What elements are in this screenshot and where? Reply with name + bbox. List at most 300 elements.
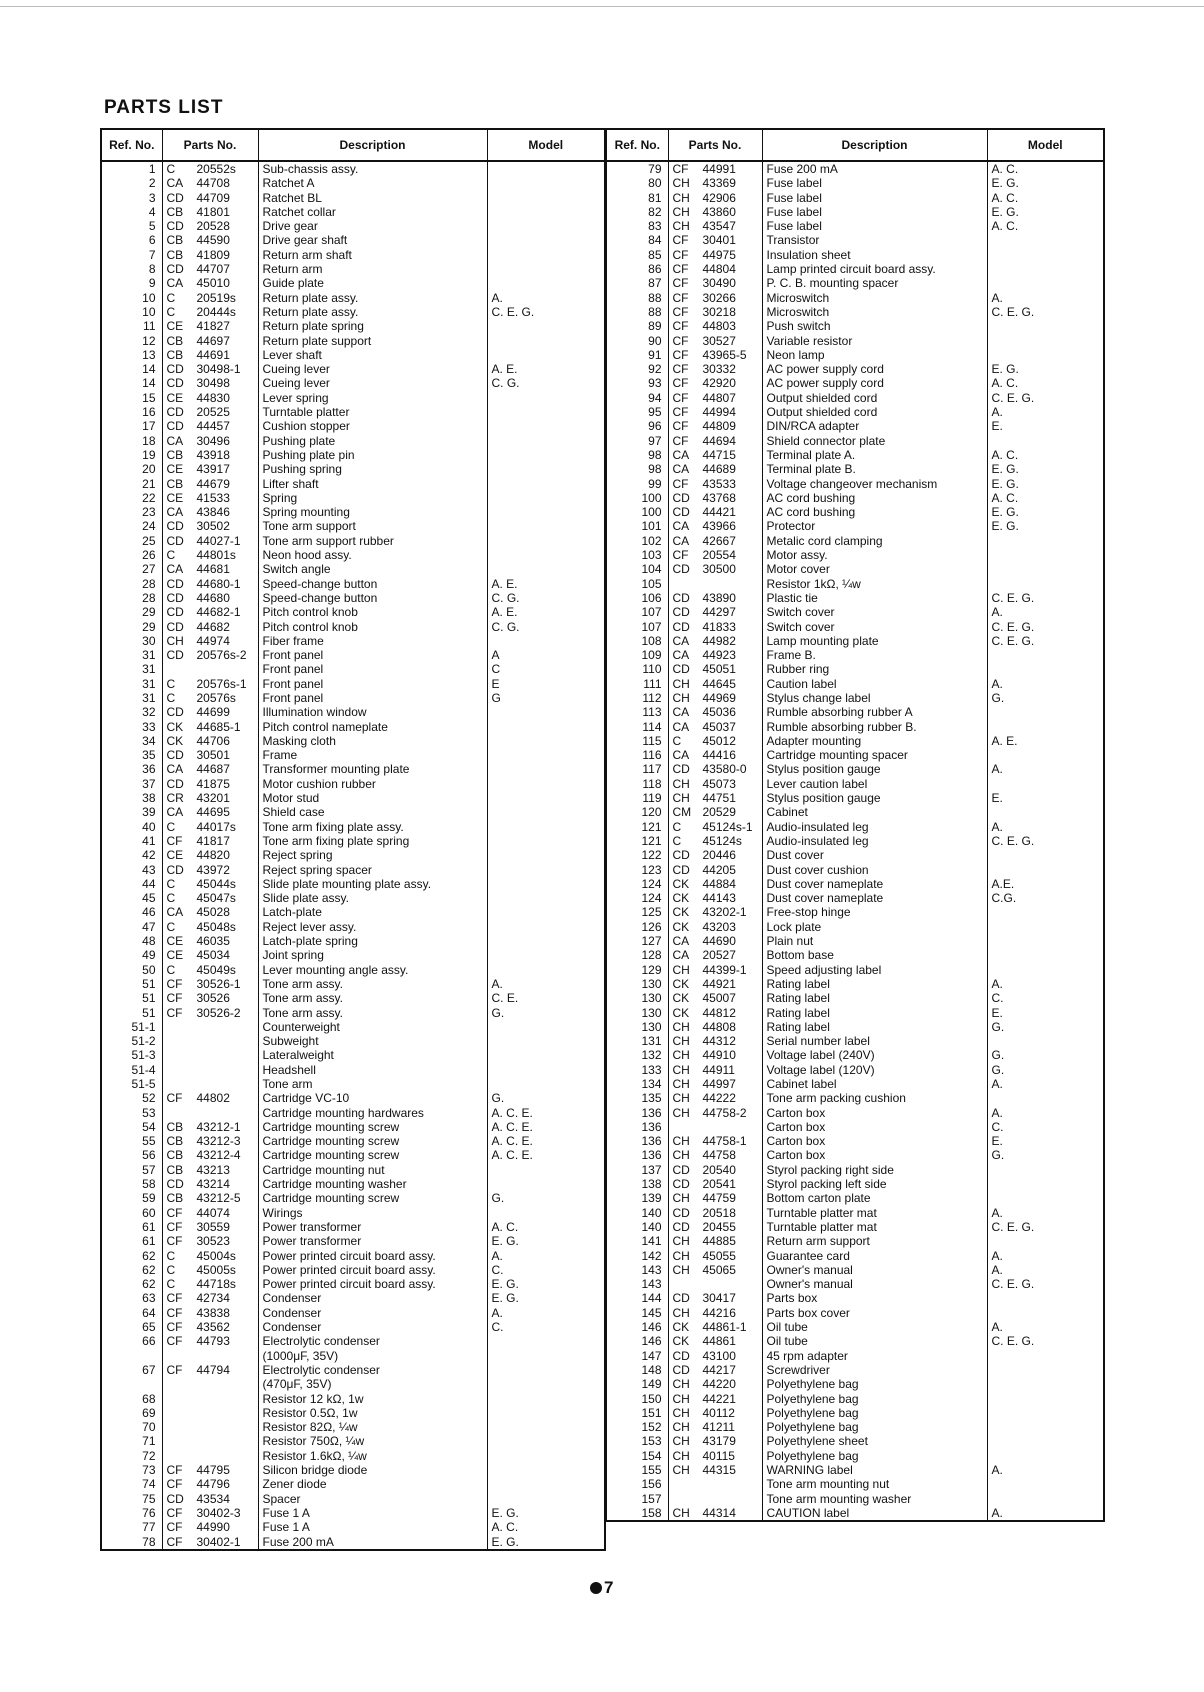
description: Lifter shaft (258, 477, 487, 491)
parts-prefix: CK (672, 905, 690, 920)
parts-prefix: CK (166, 733, 184, 748)
model: E. G. (491, 1234, 519, 1249)
parts-no (162, 319, 258, 333)
ref-no: 123 (606, 863, 668, 877)
description: Switch angle (258, 562, 487, 576)
table-row (101, 1377, 605, 1391)
model (487, 1334, 605, 1348)
model: A. C. E. (491, 1105, 533, 1120)
ref-no: 79 (606, 161, 668, 176)
ref-no: 93 (606, 376, 668, 390)
description: Pitch control knob (258, 620, 487, 634)
parts-prefix: C (166, 819, 176, 834)
parts-prefix: CF (672, 548, 689, 563)
description: Resistor 0.5Ω, 1w (258, 1406, 487, 1420)
model (487, 1363, 605, 1377)
parts-no (668, 1106, 762, 1120)
model (487, 934, 605, 948)
description: Dust cover cushion (762, 863, 987, 877)
parts-no (162, 1249, 258, 1263)
ref-no: 52 (101, 1091, 162, 1105)
ref-no: 55 (101, 1134, 162, 1148)
model (987, 1349, 1104, 1363)
table-row (606, 1177, 1104, 1191)
model (987, 777, 1104, 791)
table-row (606, 491, 1104, 505)
description: Owner's manual (762, 1277, 987, 1291)
table-row (101, 1063, 605, 1077)
parts-no (668, 1320, 762, 1334)
model: G. (491, 1191, 505, 1206)
table-row (101, 348, 605, 362)
parts-no (668, 448, 762, 462)
description: Shield connector plate (762, 434, 987, 448)
table-row (606, 248, 1104, 262)
parts-no (162, 1120, 258, 1134)
description: Voltage label (120V) (762, 1063, 987, 1077)
header-model: Model (987, 129, 1104, 161)
ref-no: 30 (101, 634, 162, 648)
parts-prefix: CF (166, 1091, 183, 1106)
parts-prefix: CA (672, 705, 690, 720)
parts-number: 44399-1 (702, 962, 747, 977)
model (987, 1291, 1104, 1305)
parts-prefix: CH (672, 1134, 690, 1149)
parts-prefix: CD (672, 1362, 690, 1377)
description: Return plate assy. (258, 305, 487, 319)
parts-number: 44802 (196, 1091, 230, 1106)
table-row (101, 319, 605, 333)
parts-number: 45012 (702, 733, 736, 748)
parts-number: 45028 (196, 905, 230, 920)
parts-prefix: CF (672, 419, 689, 434)
header-desc: Description (762, 129, 987, 161)
parts-no (668, 1377, 762, 1391)
ref-no: 127 (606, 934, 668, 948)
parts-prefix: C (166, 1262, 176, 1277)
parts-prefix: CB (166, 1119, 184, 1134)
table-row (606, 891, 1104, 905)
parts-number: 44969 (702, 690, 736, 705)
model: A. (491, 1248, 503, 1263)
model (987, 562, 1104, 576)
parts-number: 44982 (702, 633, 736, 648)
description: Return plate spring (258, 319, 487, 333)
ref-no: 53 (101, 1106, 162, 1120)
ref-no: 40 (101, 820, 162, 834)
model (987, 1377, 1104, 1391)
parts-no (162, 662, 258, 676)
table-row (101, 1306, 605, 1320)
description: Subweight (258, 1034, 487, 1048)
model (987, 1492, 1104, 1506)
ref-no: 59 (101, 1191, 162, 1205)
description: Output shielded cord (762, 405, 987, 419)
parts-number: 41801 (196, 204, 230, 219)
ref-no: 111 (606, 677, 668, 691)
parts-no (668, 1263, 762, 1277)
ref-no: 15 (101, 391, 162, 405)
table-row (101, 791, 605, 805)
parts-number: 44315 (702, 1463, 736, 1478)
ref-no: 91 (606, 348, 668, 362)
table-row (101, 1163, 605, 1177)
ref-no: 121 (606, 820, 668, 834)
parts-number: 44884 (702, 876, 736, 891)
ref-no: 13 (101, 348, 162, 362)
parts-prefix: C (166, 919, 176, 934)
parts-prefix: CD (166, 576, 184, 591)
table-row (101, 1020, 605, 1034)
description: Resistor 12 kΩ, 1w (258, 1392, 487, 1406)
parts-number: 44812 (702, 1005, 736, 1020)
parts-no (162, 877, 258, 891)
table-row (606, 1463, 1104, 1477)
parts-no (162, 1520, 258, 1534)
description: Insulation sheet (762, 248, 987, 262)
ref-no: 54 (101, 1120, 162, 1134)
table-row (606, 662, 1104, 676)
header-model: Model (487, 129, 605, 161)
ref-no: 106 (606, 591, 668, 605)
parts-no (162, 934, 258, 948)
table-row (606, 1291, 1104, 1305)
ref-no: 143 (606, 1277, 668, 1291)
description: Condenser (258, 1306, 487, 1320)
model: A. (991, 405, 1003, 420)
description: Oil tube (762, 1334, 987, 1348)
parts-no (162, 1163, 258, 1177)
parts-no (668, 1277, 762, 1291)
parts-prefix: CH (672, 1391, 690, 1406)
parts-no (668, 905, 762, 919)
description: Condenser (258, 1291, 487, 1305)
ref-no: 147 (606, 1349, 668, 1363)
parts-prefix: CD (166, 190, 184, 205)
parts-no (162, 419, 258, 433)
parts-no (668, 1063, 762, 1077)
ref-no: 145 (606, 1306, 668, 1320)
model (487, 1063, 605, 1077)
ref-no: 88 (606, 305, 668, 319)
parts-number: 20541 (702, 1177, 736, 1192)
parts-number: 30490 (702, 276, 736, 291)
parts-number: 44910 (702, 1048, 736, 1063)
parts-no (668, 1392, 762, 1406)
parts-no (668, 248, 762, 262)
parts-number: 41817 (196, 833, 230, 848)
parts-number: 44796 (196, 1477, 230, 1492)
parts-prefix: CH (672, 1463, 690, 1478)
header-parts: Parts No. (668, 129, 762, 161)
parts-prefix: CH (672, 1248, 690, 1263)
parts-prefix: CH (672, 190, 690, 205)
table-row (606, 691, 1104, 705)
ref-no: 9 (101, 276, 162, 290)
description: Cartridge mounting screw (258, 1134, 487, 1148)
ref-no: 14 (101, 362, 162, 376)
parts-number: 43965-5 (702, 347, 747, 362)
description: Wirings (258, 1206, 487, 1220)
header-ref: Ref. No. (606, 129, 668, 161)
table-row (101, 276, 605, 290)
description: Terminal plate A. (762, 448, 987, 462)
parts-no (162, 1334, 258, 1348)
parts-no (162, 891, 258, 905)
parts-number: 30401 (702, 233, 736, 248)
description: Dust cover (762, 848, 987, 862)
parts-prefix: CD (166, 705, 184, 720)
model (487, 1377, 605, 1391)
table-row (606, 1206, 1104, 1220)
table-row (606, 734, 1104, 748)
model (487, 891, 605, 905)
parts-no (162, 1477, 258, 1491)
header-desc: Description (258, 129, 487, 161)
model (987, 920, 1104, 934)
parts-prefix: CF (672, 362, 689, 377)
ref-no: 157 (606, 1492, 668, 1506)
description: Plain nut (762, 934, 987, 948)
ref-no: 107 (606, 620, 668, 634)
description: Audio-insulated leg (762, 820, 987, 834)
parts-number: 20518 (702, 1205, 736, 1220)
parts-no (162, 1034, 258, 1048)
description: Carton box (762, 1106, 987, 1120)
table-row (606, 934, 1104, 948)
table-row (101, 1106, 605, 1120)
parts-prefix: CE (166, 490, 184, 505)
parts-number: 44590 (196, 233, 230, 248)
table-row (606, 505, 1104, 519)
parts-number: 43201 (196, 791, 230, 806)
parts-number: 45037 (702, 719, 736, 734)
parts-no (668, 1349, 762, 1363)
parts-no (668, 1177, 762, 1191)
parts-no (162, 705, 258, 719)
parts-no (162, 1220, 258, 1234)
parts-prefix: CE (166, 934, 184, 949)
table-row (606, 176, 1104, 190)
parts-number: 44793 (196, 1334, 230, 1349)
parts-no (162, 591, 258, 605)
parts-number: 44027-1 (196, 533, 241, 548)
table-row (101, 1134, 605, 1148)
ref-no: 65 (101, 1320, 162, 1334)
parts-no (162, 305, 258, 319)
parts-number: 43547 (702, 219, 736, 234)
ref-no: 129 (606, 963, 668, 977)
model (487, 405, 605, 419)
parts-number: 30523 (196, 1234, 230, 1249)
table-row (101, 1177, 605, 1191)
parts-number: 20576s-2 (196, 648, 247, 663)
ref-no: 88 (606, 291, 668, 305)
ref-no: 64 (101, 1306, 162, 1320)
model: A (491, 648, 500, 663)
parts-number: 42906 (702, 190, 736, 205)
description: Lamp mounting plate (762, 634, 987, 648)
description: Tone arm mounting nut (762, 1477, 987, 1491)
parts-prefix: CK (672, 1334, 690, 1349)
parts-no (668, 376, 762, 390)
description: Polyethylene bag (762, 1377, 987, 1391)
description: Ratchet A (258, 176, 487, 190)
table-row (101, 805, 605, 819)
table-row (101, 205, 605, 219)
table-row (606, 391, 1104, 405)
table-row (606, 1277, 1104, 1291)
ref-no: 131 (606, 1034, 668, 1048)
parts-no (162, 1506, 258, 1520)
model: G. (991, 690, 1005, 705)
table-row (606, 848, 1104, 862)
description: Sub-chassis assy. (258, 161, 487, 176)
ref-no: 113 (606, 705, 668, 719)
table-row (606, 1263, 1104, 1277)
model: E. G. (991, 362, 1019, 377)
parts-no (162, 1535, 258, 1550)
description: Spring (258, 491, 487, 505)
table-row (606, 977, 1104, 991)
description: Turntable platter (258, 405, 487, 419)
table-row (606, 1363, 1104, 1377)
description: Latch-plate (258, 905, 487, 919)
parts-number: 43966 (702, 519, 736, 534)
model: C. E. G. (991, 1219, 1035, 1234)
model (987, 319, 1104, 333)
parts-prefix: CD (672, 1177, 690, 1192)
parts-no (162, 1177, 258, 1191)
model (487, 634, 605, 648)
model: C. G. (491, 619, 520, 634)
model (987, 720, 1104, 734)
parts-number: 20446 (702, 848, 736, 863)
parts-prefix: CB (166, 247, 184, 262)
model (987, 863, 1104, 877)
parts-no (162, 963, 258, 977)
parts-prefix: CF (672, 290, 689, 305)
table-row (606, 448, 1104, 462)
model: C. E. G. (991, 1277, 1035, 1292)
parts-prefix: CF (166, 833, 183, 848)
table-row (101, 291, 605, 305)
table-row (101, 477, 605, 491)
table-row (101, 519, 605, 533)
parts-number: 20576s-1 (196, 676, 247, 691)
parts-prefix: CK (672, 976, 690, 991)
parts-no (162, 1277, 258, 1291)
table-row (101, 1449, 605, 1463)
parts-number: 30402-3 (196, 1505, 241, 1520)
parts-number: 20554 (702, 548, 736, 563)
table-row (606, 648, 1104, 662)
ref-no: 85 (606, 248, 668, 262)
description: Polyethylene bag (762, 1449, 987, 1463)
parts-number: 30266 (702, 290, 736, 305)
ref-no: 23 (101, 505, 162, 519)
parts-number: 44682 (196, 619, 230, 634)
parts-prefix: CF (672, 162, 689, 176)
parts-number: 44758 (702, 1148, 736, 1163)
description: Rubber ring (762, 662, 987, 676)
description: Counterweight (258, 1020, 487, 1034)
parts-prefix: CA (672, 447, 690, 462)
parts-prefix: CD (672, 848, 690, 863)
ref-no (101, 1377, 162, 1391)
model (487, 748, 605, 762)
parts-prefix: CD (672, 1162, 690, 1177)
description: Microswitch (762, 305, 987, 319)
parts-no (668, 362, 762, 376)
parts-number: 43212-3 (196, 1134, 241, 1149)
parts-prefix: CB (166, 1148, 184, 1163)
model (987, 548, 1104, 562)
ref-no: 6 (101, 233, 162, 247)
parts-number: 44205 (702, 862, 736, 877)
parts-no (668, 1148, 762, 1162)
table-row (101, 863, 605, 877)
description: Parts box (762, 1291, 987, 1305)
table-row (606, 577, 1104, 591)
description: Switch cover (762, 605, 987, 619)
description: Oil tube (762, 1320, 987, 1334)
model: C. E. (491, 991, 519, 1006)
parts-no (162, 948, 258, 962)
table-row (606, 1349, 1104, 1363)
ref-no: 132 (606, 1048, 668, 1062)
parts-no (668, 1406, 762, 1420)
table-row (101, 376, 605, 390)
ref-no: 44 (101, 877, 162, 891)
table-row (101, 1492, 605, 1506)
model (487, 319, 605, 333)
parts-number: 44794 (196, 1362, 230, 1377)
table-row (606, 291, 1104, 305)
table-row (606, 305, 1104, 319)
table-row (606, 376, 1104, 390)
parts-prefix: CH (672, 1105, 690, 1120)
parts-prefix: CH (166, 633, 184, 648)
ref-no: 130 (606, 1006, 668, 1020)
ref-no: 51 (101, 977, 162, 991)
ref-no: 66 (101, 1334, 162, 1348)
parts-no (668, 562, 762, 576)
parts-number: 45065 (702, 1262, 736, 1277)
parts-number: 41833 (702, 619, 736, 634)
parts-no (668, 1134, 762, 1148)
parts-prefix: CF (672, 233, 689, 248)
model: C. G. (491, 590, 520, 605)
parts-no (162, 1206, 258, 1220)
model: E. G. (991, 519, 1019, 534)
parts-number: 44690 (702, 934, 736, 949)
ref-no: 100 (606, 505, 668, 519)
parts-prefix: CA (166, 505, 184, 520)
parts-prefix: CB (166, 1162, 184, 1177)
description: Rating label (762, 991, 987, 1005)
parts-prefix: CK (672, 991, 690, 1006)
parts-number: 45005s (196, 1262, 236, 1277)
table-row (606, 1506, 1104, 1521)
parts-prefix: C (672, 733, 682, 748)
description: Fuse label (762, 191, 987, 205)
description: Return arm shaft (258, 248, 487, 262)
ref-no: 125 (606, 905, 668, 919)
description: Front panel (258, 691, 487, 705)
parts-prefix: CA (672, 633, 690, 648)
table-row (101, 305, 605, 319)
